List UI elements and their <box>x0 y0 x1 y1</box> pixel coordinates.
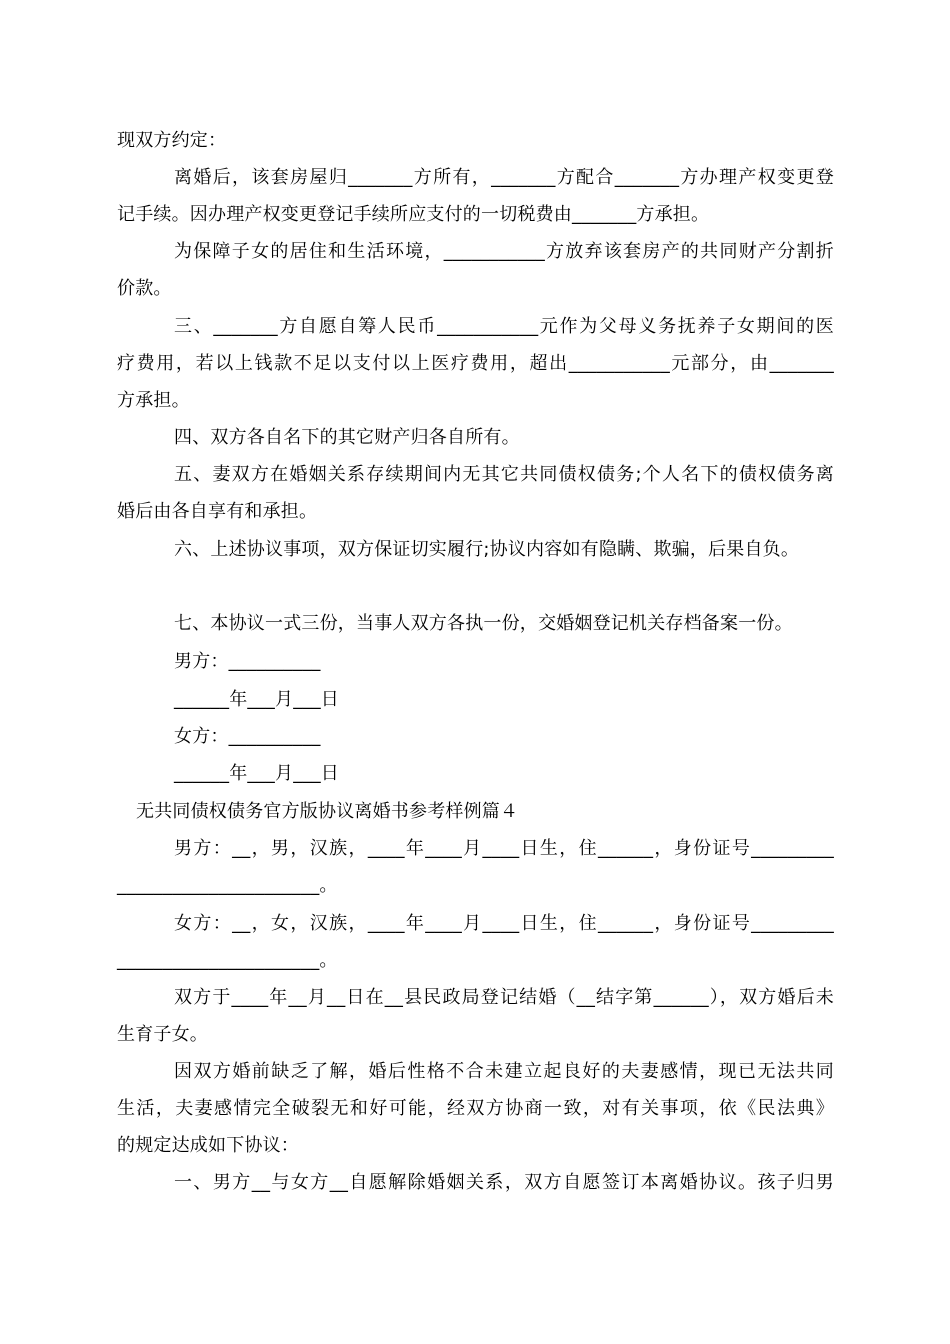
text-line: 双方于____年__月__日在__县民政局登记结婚（__结字第______），双方婚后未 <box>174 987 834 1008</box>
text-line: 生活，夫妻感情完全破裂无和好可能，经双方协商一致，对有关事项，依《民法典》 <box>117 1098 834 1119</box>
section-title: 无共同债权债务官方版协议离婚书参考样例篇４ <box>136 801 519 822</box>
date-line: ______年___月___日 <box>174 763 339 784</box>
date-line: ______年___月___日 <box>174 689 339 710</box>
text-line: 四、双方各自名下的其它财产归各自所有。 <box>174 427 520 448</box>
text-line: 女方：__，女，汉族，____年____月____日生，住______，身份证号_________ <box>174 913 834 934</box>
text-line: 五、妻双方在婚姻关系存续期间内无其它共同债权债务;个人名下的债权债务离 <box>174 464 834 485</box>
text-line: 生育子女。 <box>117 1024 208 1045</box>
text-line: 价款。 <box>117 278 172 299</box>
text-line: 的规定达成如下协议： <box>117 1135 299 1156</box>
text-line: ______________________。 <box>117 875 338 896</box>
text-line: 离婚后，该套房屋归_______方所有，_______方配合_______方办理产权变更登 <box>174 167 834 188</box>
text-line: 婚后由各自享有和承担。 <box>117 501 318 522</box>
text-line: 一、男方__与女方__自愿解除婚姻关系，双方自愿签订本离婚协议。孩子归男 <box>174 1172 834 1193</box>
text-line: 因双方婚前缺乏了解，婚后性格不合未建立起良好的夫妻感情，现已无法共同 <box>174 1061 834 1082</box>
text-line: 男方：__，男，汉族，____年____月____日生，住______，身份证号_________ <box>174 838 834 859</box>
text-line: 六、上述协议事项，双方保证切实履行;协议内容如有隐瞒、欺骗，后果自负。 <box>174 539 800 560</box>
text-line: 为保障子女的居住和生活环境，___________方放弃该套房产的共同财产分割折 <box>174 241 834 262</box>
text-line: 七、本协议一式三份，当事人双方各执一份，交婚姻登记机关存档备案一份。 <box>174 613 793 634</box>
text-line: 方承担。 <box>117 390 190 411</box>
text-line: 三、_______方自愿自筹人民币___________元作为父母义务抚养子女期间的医 <box>174 316 834 337</box>
signature-line-male: 男方：__________ <box>174 651 321 672</box>
signature-line-female: 女方：__________ <box>174 726 321 747</box>
text-line: 记手续。因办理产权变更登记手续所应支付的一切税费由_______方承担。 <box>117 204 710 225</box>
text-line: 现双方约定： <box>117 130 227 151</box>
text-line: 疗费用，若以上钱款不足以支付以上医疗费用，超出___________元部分，由_______ <box>117 353 834 374</box>
text-line: ______________________。 <box>117 950 338 971</box>
